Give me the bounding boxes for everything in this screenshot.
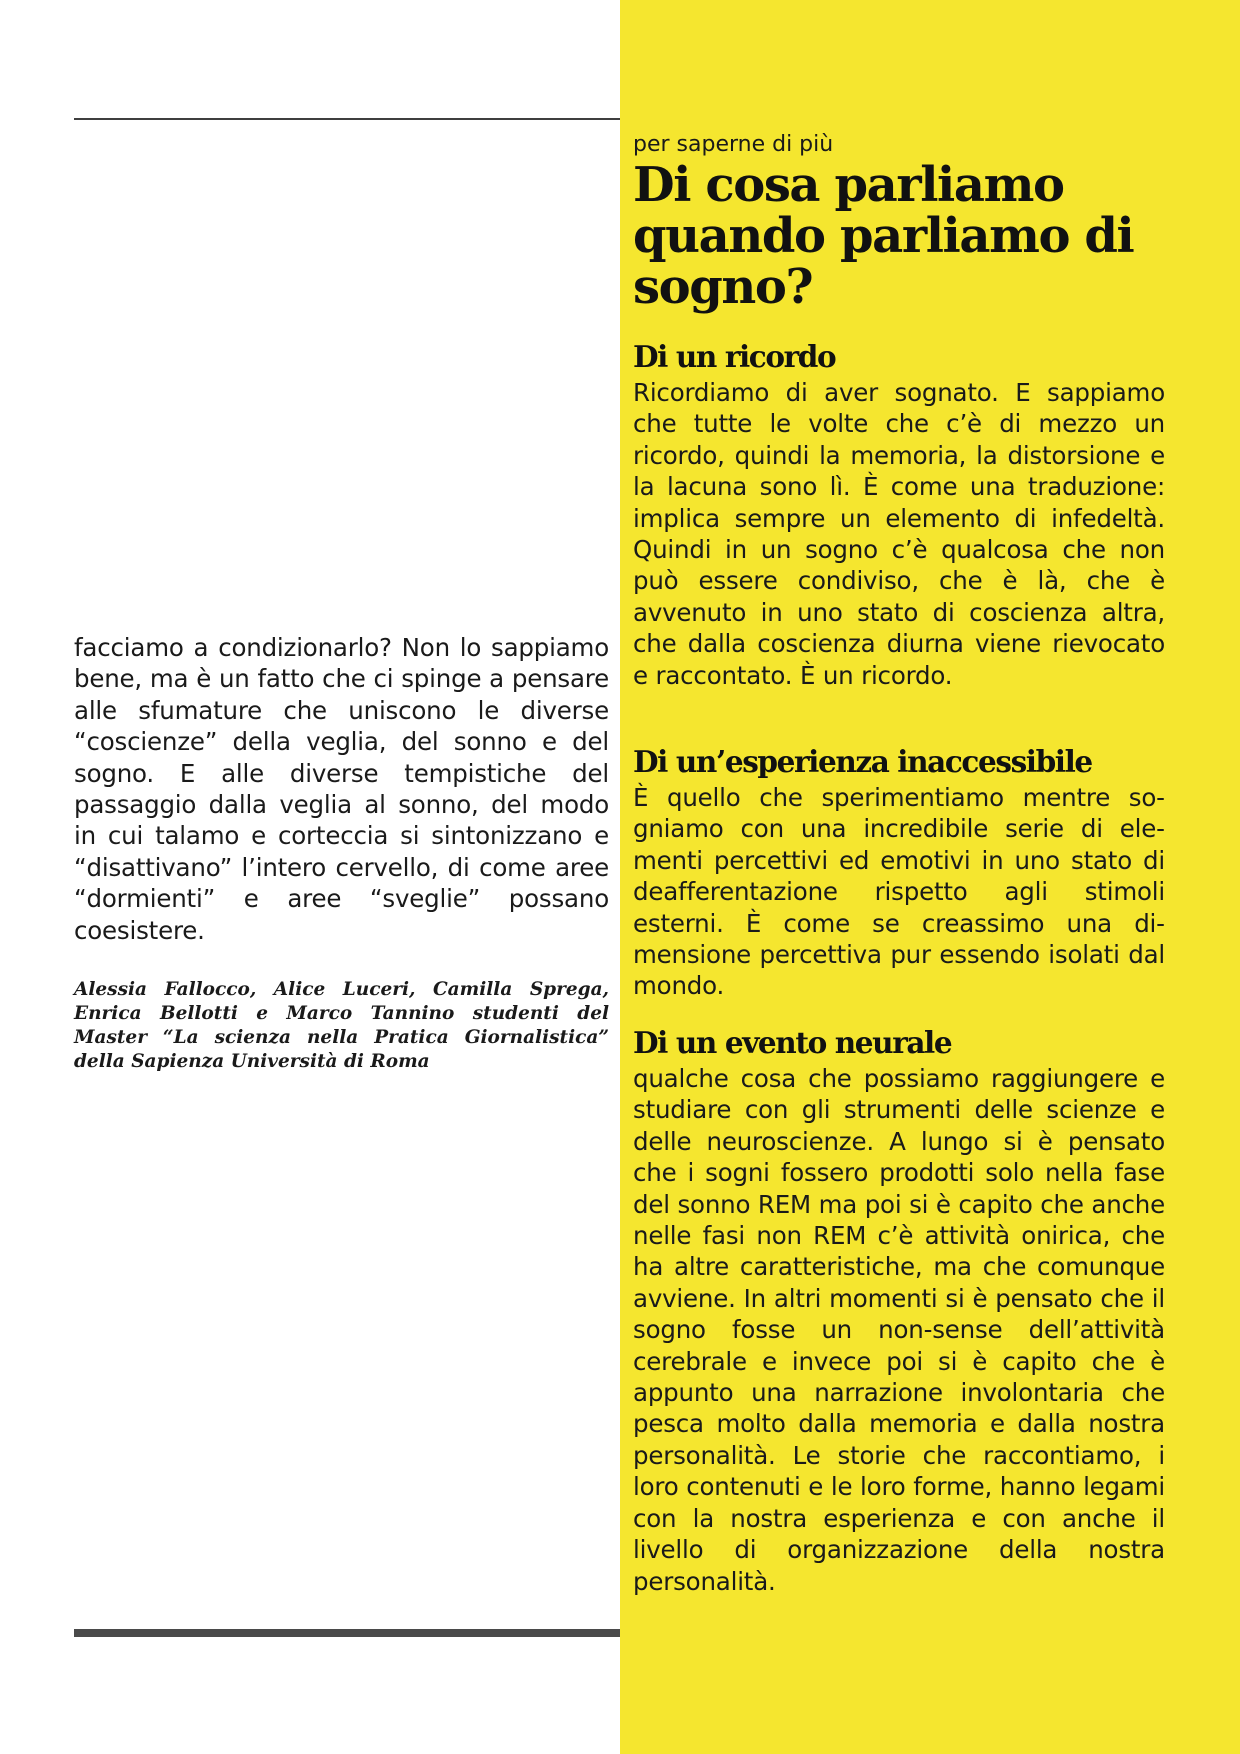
section-body-evento-neurale: qualche cosa che possiamo raggiungere e studiare con gli strumenti delle scienze e delle neuroscienze. A lungo si è pensato che i sogni fossero prodotti solo nella fase del sonno REM ma poi si è capito che anche nelle fasi non REM c’è attività onirica, che ha altre caratteristiche, ma che comunque avviene. In altri momenti si è pensato che il sogno fosse un non-sense dell’attività cerebrale e invece poi si è capito che è appunto una narrazione involontaria che pesca molto dalla memoria e dalla nostra personalità. Le storie che raccontiamo, i loro contenuti e le loro forme, hanno legami con la nostra esperienza e con anche il livello di organizzazione della nostra personalità. [633,1064,1165,1596]
sidebar-kicker: per saperne di più [633,132,834,157]
sidebar-title: Di cosa parliamo quando parliamo di sogno? [633,157,1134,315]
top-rule [74,118,620,120]
section-body-esperienza: È quello che sperimentiamo mentre sogniamo con una incredibile serie di elementi percettivi ed emotivi in uno stato di deafferentazione rispetto agli stimoli esterni. È come se creassimo una dimensione percettiva pur essendo isolati dal mondo. [633,783,1165,1001]
section-heading-esperienza: Di un’esperienza inaccessibile [633,744,1092,779]
section-heading-evento-neurale: Di un evento neurale [633,1025,952,1060]
author-credits: Alessia Fallocco, Alice Luceri, Camilla Sprega, Enrica Bellotti e Marco Tannino studenti del Master “La scienza nella Pratica Giornalistica” della Sapienza Università di Roma [74,979,609,1072]
section-heading-ricordo: Di un ricordo [633,339,836,374]
article-body-continuation: facciamo a condizionarlo? Non lo sappiamo bene, ma è un fatto che ci spinge a pensare alle sfumature che uniscono le diverse “coscienze” della veglia, del sonno e del sogno. E alle diverse tempistiche del passaggio dalla veglia al sonno, del modo in cui talamo e corteccia si sintonizzano e “disattivano” l’intero cervello, di come aree “dormienti” e aree “sveglie” possano coesistere. [74,633,609,945]
bottom-rule [74,1629,620,1637]
section-body-ricordo: Ricordiamo di aver sognato. E sappiamo che tutte le volte che c’è di mezzo un ricordo, quindi la memoria, la distorsione e la lacuna sono lì. È come una traduzione: implica sempre un elemento di infedeltà. Quindi in un sogno c’è qualcosa che non può essere condiviso, che è là, che è avvenuto in uno stato di coscienza altra, che dalla coscienza diurna viene rievocato e raccontato. È un ricordo. [633,378,1165,690]
